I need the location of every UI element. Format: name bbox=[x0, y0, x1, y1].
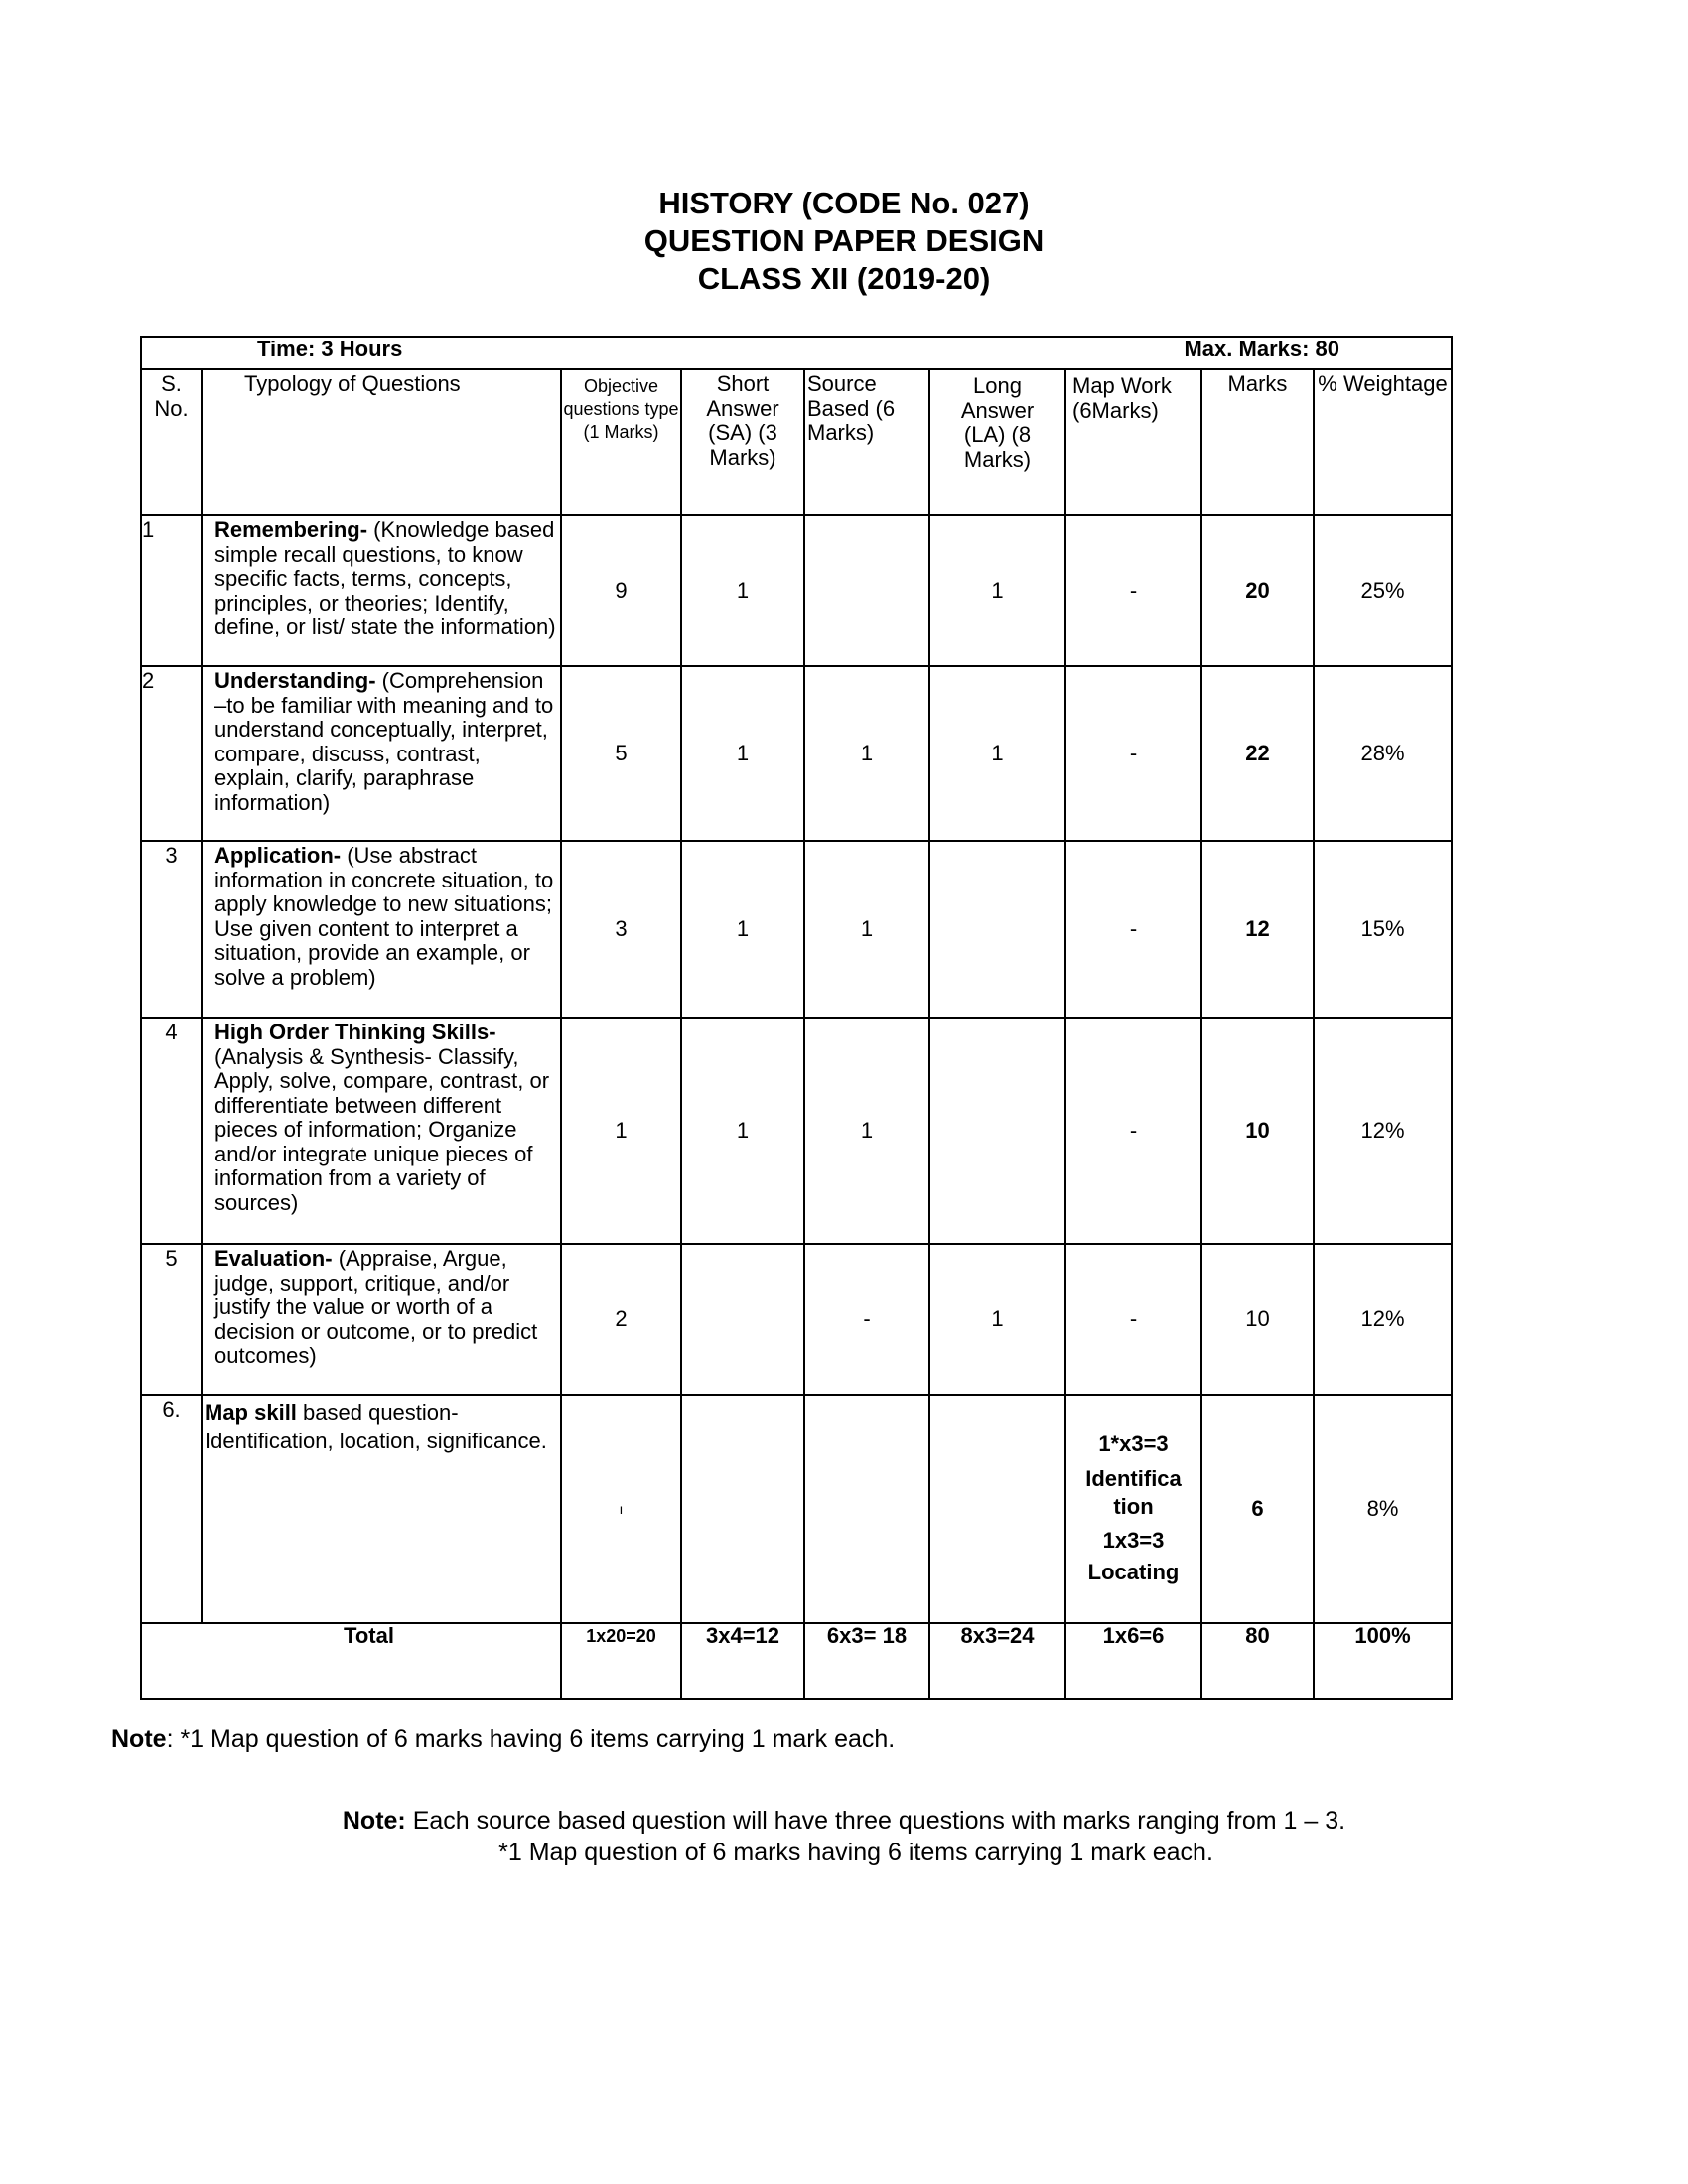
header-source-based: Source Based (6 Marks) bbox=[804, 369, 929, 515]
row-description: (Knowledge based simple recall questions, to know specific facts, terms, concepts, principles, or theories; Identify, define, or list/ state the information) bbox=[214, 517, 556, 639]
map-line: Locating bbox=[1087, 1560, 1180, 1585]
total-row bbox=[141, 1623, 1452, 1699]
map-line: Identifica tion bbox=[1085, 1465, 1182, 1519]
row-objective: 2 bbox=[561, 1244, 681, 1395]
map-line: 1*x3=3 bbox=[1098, 1432, 1169, 1457]
total-source-based: 6x3= 18 bbox=[804, 1623, 929, 1699]
row-weightage: 15% bbox=[1314, 841, 1452, 1018]
note-1 bbox=[111, 1725, 895, 1754]
row-short-answer bbox=[681, 1395, 804, 1623]
table-row bbox=[141, 1018, 1452, 1244]
row-short-answer: 1 bbox=[681, 841, 804, 1018]
row-weightage: 12% bbox=[1314, 1018, 1452, 1244]
note-2 bbox=[0, 1805, 1688, 1868]
row-title: Understanding- bbox=[214, 668, 376, 693]
row-short-answer: 1 bbox=[681, 666, 804, 841]
time-label: Time: 3 Hours bbox=[257, 337, 403, 361]
row-sno: 1 bbox=[141, 515, 202, 666]
row-source-based: 1 bbox=[804, 1018, 929, 1244]
row-source-based: - bbox=[804, 1244, 929, 1395]
row-title: Map skill bbox=[205, 1400, 297, 1425]
row-source-based: 1 bbox=[804, 841, 929, 1018]
row-objective: 9 bbox=[561, 515, 681, 666]
row-long-answer bbox=[929, 1018, 1065, 1244]
row-sno: 2 bbox=[141, 666, 202, 841]
table-row-map-skill bbox=[141, 1395, 1452, 1623]
row-short-answer: 1 bbox=[681, 1018, 804, 1244]
row-marks: 6 bbox=[1201, 1395, 1314, 1623]
header-sno: S. No. bbox=[141, 369, 202, 515]
row-short-answer bbox=[681, 1244, 804, 1395]
map-line: 1x3=3 bbox=[1102, 1527, 1165, 1553]
title-line-1: HISTORY (CODE No. 027) bbox=[658, 186, 1030, 220]
row-title: Application- bbox=[214, 843, 342, 868]
time-marks-row bbox=[141, 337, 1452, 369]
row-source-based bbox=[804, 1395, 929, 1623]
row-marks: 10 bbox=[1201, 1244, 1314, 1395]
total-objective: 1x20=20 bbox=[561, 1623, 681, 1699]
header-typology: Typology of Questions bbox=[202, 369, 561, 515]
row-long-answer bbox=[929, 1395, 1065, 1623]
total-short-answer: 3x4=12 bbox=[681, 1623, 804, 1699]
row-typology bbox=[202, 1018, 561, 1244]
row-typology bbox=[202, 515, 561, 666]
row-description: (Analysis & Synthesis- Classify, Apply, solve, compare, contrast, or differentiate between different pieces of information; Organize and/or integrate unique pieces of information from a variety of sources) bbox=[214, 1043, 550, 1215]
note-text: Each source based question will have three questions with marks ranging from 1 – 3. bbox=[405, 1807, 1346, 1835]
header-map-work: Map Work (6Marks) bbox=[1065, 369, 1201, 515]
note-text: : *1 Map question of 6 marks having 6 items carrying 1 mark each. bbox=[166, 1725, 896, 1753]
row-map-work: - bbox=[1065, 1018, 1201, 1244]
row-sno: 3 bbox=[141, 841, 202, 1018]
row-long-answer: 1 bbox=[929, 515, 1065, 666]
row-typology bbox=[202, 1244, 561, 1395]
max-marks-label: Max. Marks: 80 bbox=[1184, 337, 1340, 361]
table-row bbox=[141, 666, 1452, 841]
row-source-based bbox=[804, 515, 929, 666]
row-map-work: - bbox=[1065, 515, 1201, 666]
row-typology bbox=[202, 666, 561, 841]
row-description: based question- Identification, location, significance. bbox=[205, 1400, 547, 1453]
row-marks: 22 bbox=[1201, 666, 1314, 841]
row-description: (Appraise, Argue, judge, support, critique, and/or justify the value or worth of a decision or outcome, or to predict outcomes) bbox=[214, 1246, 538, 1368]
row-map-work bbox=[1065, 1395, 1201, 1623]
table-row bbox=[141, 1244, 1452, 1395]
row-marks: 10 bbox=[1201, 1018, 1314, 1244]
row-sno: 5 bbox=[141, 1244, 202, 1395]
row-map-work: - bbox=[1065, 841, 1201, 1018]
row-sno: 4 bbox=[141, 1018, 202, 1244]
total-label: Total bbox=[141, 1623, 561, 1699]
row-short-answer: 1 bbox=[681, 515, 804, 666]
question-paper-design-table bbox=[140, 336, 1453, 1700]
table-row bbox=[141, 841, 1452, 1018]
row-title: Evaluation- bbox=[214, 1246, 333, 1271]
row-marks: 20 bbox=[1201, 515, 1314, 666]
header-weightage: % Weightage bbox=[1314, 369, 1452, 515]
document-title-block bbox=[0, 185, 1688, 298]
row-map-work: - bbox=[1065, 1244, 1201, 1395]
row-title: High Order Thinking Skills- bbox=[214, 1020, 496, 1044]
note-text-line-2: *1 Map question of 6 marks having 6 items carrying 1 mark each. bbox=[498, 1839, 1213, 1866]
header-objective: Objective questions type (1 Marks) bbox=[561, 369, 681, 515]
row-objective: 1 bbox=[561, 1018, 681, 1244]
row-weightage: 8% bbox=[1314, 1395, 1452, 1623]
row-objective: 5 bbox=[561, 666, 681, 841]
row-objective: ı bbox=[561, 1395, 681, 1623]
title-line-2: QUESTION PAPER DESIGN bbox=[643, 223, 1045, 258]
note-label: Note: bbox=[342, 1807, 406, 1835]
row-typology bbox=[202, 841, 561, 1018]
row-long-answer: 1 bbox=[929, 1244, 1065, 1395]
row-source-based: 1 bbox=[804, 666, 929, 841]
table-row bbox=[141, 515, 1452, 666]
row-long-answer bbox=[929, 841, 1065, 1018]
total-marks: 80 bbox=[1201, 1623, 1314, 1699]
row-long-answer: 1 bbox=[929, 666, 1065, 841]
total-long-answer: 8x3=24 bbox=[929, 1623, 1065, 1699]
row-typology bbox=[202, 1395, 561, 1623]
row-title: Remembering- bbox=[214, 517, 368, 542]
row-sno: 6. bbox=[141, 1395, 202, 1623]
row-weightage: 12% bbox=[1314, 1244, 1452, 1395]
total-map-work: 1x6=6 bbox=[1065, 1623, 1201, 1699]
note-label: Note bbox=[111, 1725, 167, 1753]
header-long-answer: Long Answer (LA) (8 Marks) bbox=[929, 369, 1065, 515]
row-description: (Use abstract information in concrete situation, to apply knowledge to new situations; Use given content to interpret a situation, provide an example, or solve a problem) bbox=[214, 843, 554, 990]
total-weightage: 100% bbox=[1314, 1623, 1452, 1699]
header-short-answer: Short Answer (SA) (3 Marks) bbox=[681, 369, 804, 515]
title-line-3: CLASS XII (2019-20) bbox=[697, 261, 991, 296]
row-description: (Comprehension –to be familiar with meaning and to understand conceptually, interpret, compare, discuss, contrast, explain, clarify, paraphrase information) bbox=[214, 668, 554, 815]
row-objective: 3 bbox=[561, 841, 681, 1018]
row-map-work: - bbox=[1065, 666, 1201, 841]
row-weightage: 28% bbox=[1314, 666, 1452, 841]
header-row bbox=[141, 369, 1452, 515]
header-marks: Marks bbox=[1201, 369, 1314, 515]
row-marks: 12 bbox=[1201, 841, 1314, 1018]
row-weightage: 25% bbox=[1314, 515, 1452, 666]
